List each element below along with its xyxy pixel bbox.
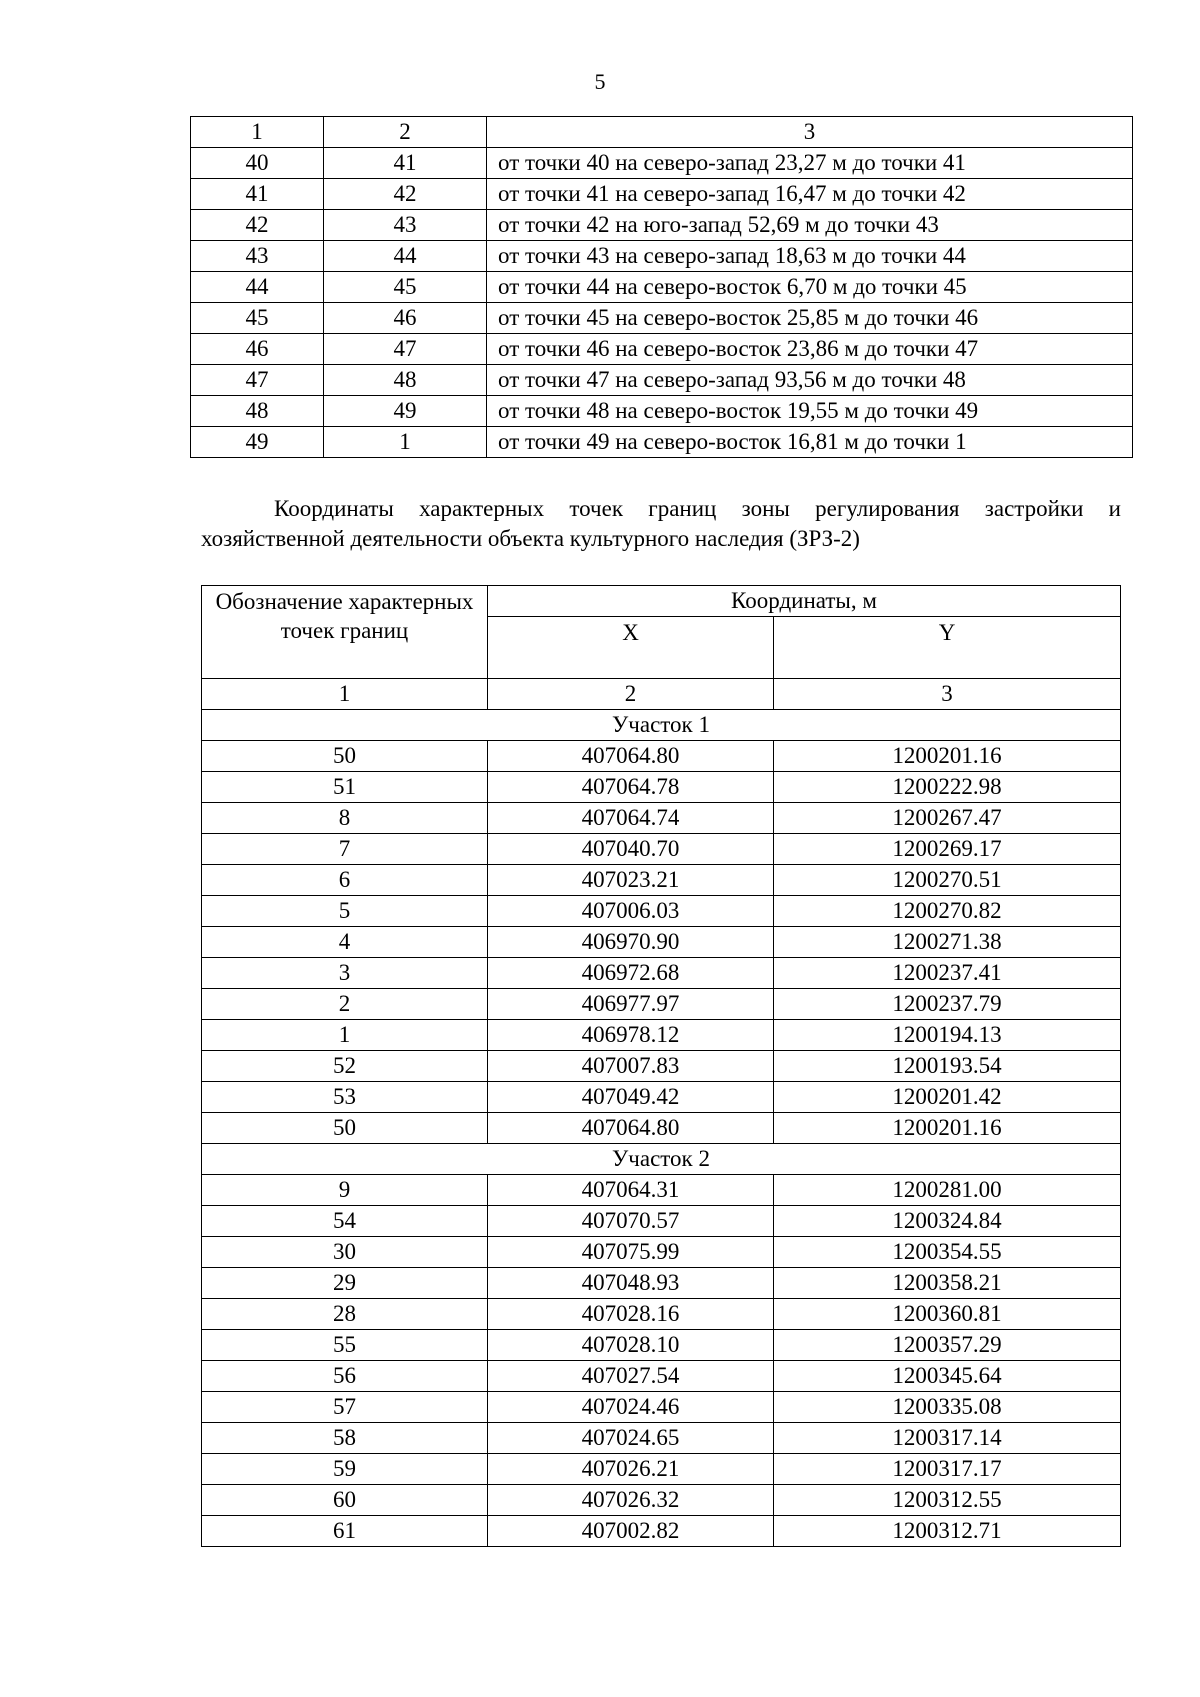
point-cell: 29 — [202, 1268, 488, 1299]
point-cell: 5 — [202, 896, 488, 927]
x-header-cell: X — [488, 617, 774, 679]
table-row — [202, 1330, 1121, 1361]
table-row — [202, 1392, 1121, 1423]
point-cell: 28 — [202, 1299, 488, 1330]
y-coordinate-cell: 1200194.13 — [774, 1020, 1121, 1051]
y-coordinate-cell: 1200360.81 — [774, 1299, 1121, 1330]
table-row — [202, 1485, 1121, 1516]
y-coordinate-cell: 1200271.38 — [774, 927, 1121, 958]
x-coordinate-cell: 406977.97 — [488, 989, 774, 1020]
to-point-cell: 49 — [324, 396, 487, 427]
table-row — [202, 989, 1121, 1020]
y-coordinate-cell: 1200237.79 — [774, 989, 1121, 1020]
table2-column-number-row — [202, 679, 1121, 710]
point-cell: 9 — [202, 1175, 488, 1206]
y-coordinate-cell: 1200345.64 — [774, 1361, 1121, 1392]
from-point-cell: 43 — [191, 241, 324, 272]
column-number-cell: 3 — [774, 679, 1121, 710]
y-coordinate-cell: 1200193.54 — [774, 1051, 1121, 1082]
point-cell: 59 — [202, 1454, 488, 1485]
table-row — [202, 741, 1121, 772]
y-coordinate-cell: 1200317.14 — [774, 1423, 1121, 1454]
description-cell: от точки 45 на северо-восток 25,85 м до точки 46 — [487, 303, 1133, 334]
y-coordinate-cell: 1200270.82 — [774, 896, 1121, 927]
y-coordinate-cell: 1200317.17 — [774, 1454, 1121, 1485]
table-row — [202, 1237, 1121, 1268]
description-cell: от точки 40 на северо-запад 23,27 м до точки 41 — [487, 148, 1133, 179]
x-coordinate-cell: 407023.21 — [488, 865, 774, 896]
table-row — [191, 148, 1133, 179]
table-row — [202, 1516, 1121, 1547]
y-coordinate-cell: 1200269.17 — [774, 834, 1121, 865]
section-row — [202, 1144, 1121, 1175]
table-row — [202, 896, 1121, 927]
point-cell: 61 — [202, 1516, 488, 1547]
to-point-cell: 43 — [324, 210, 487, 241]
table-row — [202, 803, 1121, 834]
to-point-cell: 1 — [324, 427, 487, 458]
to-point-cell: 47 — [324, 334, 487, 365]
y-coordinate-cell: 1200312.71 — [774, 1516, 1121, 1547]
point-cell: 50 — [202, 1113, 488, 1144]
point-cell: 60 — [202, 1485, 488, 1516]
table-row — [191, 427, 1133, 458]
point-cell: 4 — [202, 927, 488, 958]
point-cell: 55 — [202, 1330, 488, 1361]
y-coordinate-cell: 1200267.47 — [774, 803, 1121, 834]
from-point-cell: 45 — [191, 303, 324, 334]
y-coordinate-cell: 1200357.29 — [774, 1330, 1121, 1361]
x-coordinate-cell: 407006.03 — [488, 896, 774, 927]
from-point-cell: 47 — [191, 365, 324, 396]
x-coordinate-cell: 407028.16 — [488, 1299, 774, 1330]
point-cell: 2 — [202, 989, 488, 1020]
boundary-description-table — [190, 116, 1133, 458]
x-coordinate-cell: 407002.82 — [488, 1516, 774, 1547]
column-number-cell: 1 — [202, 679, 488, 710]
x-coordinate-cell: 407064.74 — [488, 803, 774, 834]
x-coordinate-cell: 407024.46 — [488, 1392, 774, 1423]
x-coordinate-cell: 407026.21 — [488, 1454, 774, 1485]
section-title: Участок 1 — [202, 710, 1121, 741]
table2-header-row — [202, 586, 1121, 617]
table-row — [202, 958, 1121, 989]
point-cell: 56 — [202, 1361, 488, 1392]
table-row — [191, 241, 1133, 272]
from-point-cell: 40 — [191, 148, 324, 179]
x-coordinate-cell: 406978.12 — [488, 1020, 774, 1051]
x-coordinate-cell: 407026.32 — [488, 1485, 774, 1516]
table-row — [202, 1423, 1121, 1454]
table-row — [202, 1020, 1121, 1051]
points-header-cell: Обозначение характерных точек границ — [202, 586, 488, 679]
to-point-cell: 46 — [324, 303, 487, 334]
to-point-cell: 45 — [324, 272, 487, 303]
y-coordinate-cell: 1200201.16 — [774, 741, 1121, 772]
table1-header-cell: 2 — [324, 117, 487, 148]
table-row — [202, 772, 1121, 803]
x-coordinate-cell: 407064.80 — [488, 1113, 774, 1144]
description-cell: от точки 47 на северо-запад 93,56 м до точки 48 — [487, 365, 1133, 396]
y-coordinate-cell: 1200201.16 — [774, 1113, 1121, 1144]
from-point-cell: 42 — [191, 210, 324, 241]
description-cell: от точки 44 на северо-восток 6,70 м до точки 45 — [487, 272, 1133, 303]
from-point-cell: 46 — [191, 334, 324, 365]
table-row — [191, 210, 1133, 241]
y-coordinate-cell: 1200222.98 — [774, 772, 1121, 803]
table-row — [202, 834, 1121, 865]
y-coordinate-cell: 1200201.42 — [774, 1082, 1121, 1113]
x-coordinate-cell: 406972.68 — [488, 958, 774, 989]
point-cell: 52 — [202, 1051, 488, 1082]
y-coordinate-cell: 1200237.41 — [774, 958, 1121, 989]
y-coordinate-cell: 1200270.51 — [774, 865, 1121, 896]
table-row — [202, 1113, 1121, 1144]
table1-header-cell: 3 — [487, 117, 1133, 148]
table-row — [202, 927, 1121, 958]
point-cell: 54 — [202, 1206, 488, 1237]
table-row — [202, 1082, 1121, 1113]
point-cell: 30 — [202, 1237, 488, 1268]
to-point-cell: 48 — [324, 365, 487, 396]
page-number: 5 — [594, 69, 606, 94]
to-point-cell: 44 — [324, 241, 487, 272]
x-coordinate-cell: 407040.70 — [488, 834, 774, 865]
table-row — [191, 334, 1133, 365]
point-cell: 6 — [202, 865, 488, 896]
point-cell: 53 — [202, 1082, 488, 1113]
table-row — [191, 396, 1133, 427]
y-coordinate-cell: 1200281.00 — [774, 1175, 1121, 1206]
y-coordinate-cell: 1200335.08 — [774, 1392, 1121, 1423]
from-point-cell: 41 — [191, 179, 324, 210]
coordinates-header-cell: Координаты, м — [488, 586, 1121, 617]
table-row — [202, 1206, 1121, 1237]
column-number-cell: 2 — [488, 679, 774, 710]
description-cell: от точки 48 на северо-восток 19,55 м до точки 49 — [487, 396, 1133, 427]
table1-body — [191, 117, 1133, 458]
x-coordinate-cell: 407064.80 — [488, 741, 774, 772]
point-cell: 1 — [202, 1020, 488, 1051]
from-point-cell: 48 — [191, 396, 324, 427]
table2-body — [202, 586, 1121, 1547]
coordinates-table — [201, 585, 1121, 1547]
description-cell: от точки 42 на юго-запад 52,69 м до точки 43 — [487, 210, 1133, 241]
point-cell: 50 — [202, 741, 488, 772]
point-cell: 8 — [202, 803, 488, 834]
x-coordinate-cell: 407070.57 — [488, 1206, 774, 1237]
x-coordinate-cell: 406970.90 — [488, 927, 774, 958]
x-coordinate-cell: 407024.65 — [488, 1423, 774, 1454]
x-coordinate-cell: 407048.93 — [488, 1268, 774, 1299]
section-title: Участок 2 — [202, 1144, 1121, 1175]
x-coordinate-cell: 407007.83 — [488, 1051, 774, 1082]
x-coordinate-cell: 407075.99 — [488, 1237, 774, 1268]
to-point-cell: 42 — [324, 179, 487, 210]
table-row — [191, 179, 1133, 210]
table-row — [202, 865, 1121, 896]
table-row — [202, 1454, 1121, 1485]
section-caption: Координаты характерных точек границ зоны регулирования застройки и хозяйственной деятельности объекта культурного наследия (ЗРЗ-2) — [201, 496, 1121, 551]
to-point-cell: 41 — [324, 148, 487, 179]
table-row — [191, 365, 1133, 396]
y-coordinate-cell: 1200312.55 — [774, 1485, 1121, 1516]
section-row — [202, 710, 1121, 741]
point-cell: 3 — [202, 958, 488, 989]
description-cell: от точки 49 на северо-восток 16,81 м до точки 1 — [487, 427, 1133, 458]
y-coordinate-cell: 1200358.21 — [774, 1268, 1121, 1299]
table-row — [202, 1361, 1121, 1392]
point-cell: 58 — [202, 1423, 488, 1454]
point-cell: 57 — [202, 1392, 488, 1423]
y-coordinate-cell: 1200354.55 — [774, 1237, 1121, 1268]
table-row — [202, 1175, 1121, 1206]
description-cell: от точки 41 на северо-запад 16,47 м до точки 42 — [487, 179, 1133, 210]
y-header-cell: Y — [774, 617, 1121, 679]
x-coordinate-cell: 407028.10 — [488, 1330, 774, 1361]
point-cell: 51 — [202, 772, 488, 803]
from-point-cell: 49 — [191, 427, 324, 458]
table1-header-row — [191, 117, 1133, 148]
y-coordinate-cell: 1200324.84 — [774, 1206, 1121, 1237]
table-row — [191, 303, 1133, 334]
x-coordinate-cell: 407049.42 — [488, 1082, 774, 1113]
table-row — [202, 1299, 1121, 1330]
table-row — [202, 1051, 1121, 1082]
table-row — [191, 272, 1133, 303]
x-coordinate-cell: 407064.78 — [488, 772, 774, 803]
description-cell: от точки 46 на северо-восток 23,86 м до точки 47 — [487, 334, 1133, 365]
from-point-cell: 44 — [191, 272, 324, 303]
x-coordinate-cell: 407027.54 — [488, 1361, 774, 1392]
point-cell: 7 — [202, 834, 488, 865]
table-row — [202, 1268, 1121, 1299]
x-coordinate-cell: 407064.31 — [488, 1175, 774, 1206]
description-cell: от точки 43 на северо-запад 18,63 м до точки 44 — [487, 241, 1133, 272]
table1-header-cell: 1 — [191, 117, 324, 148]
